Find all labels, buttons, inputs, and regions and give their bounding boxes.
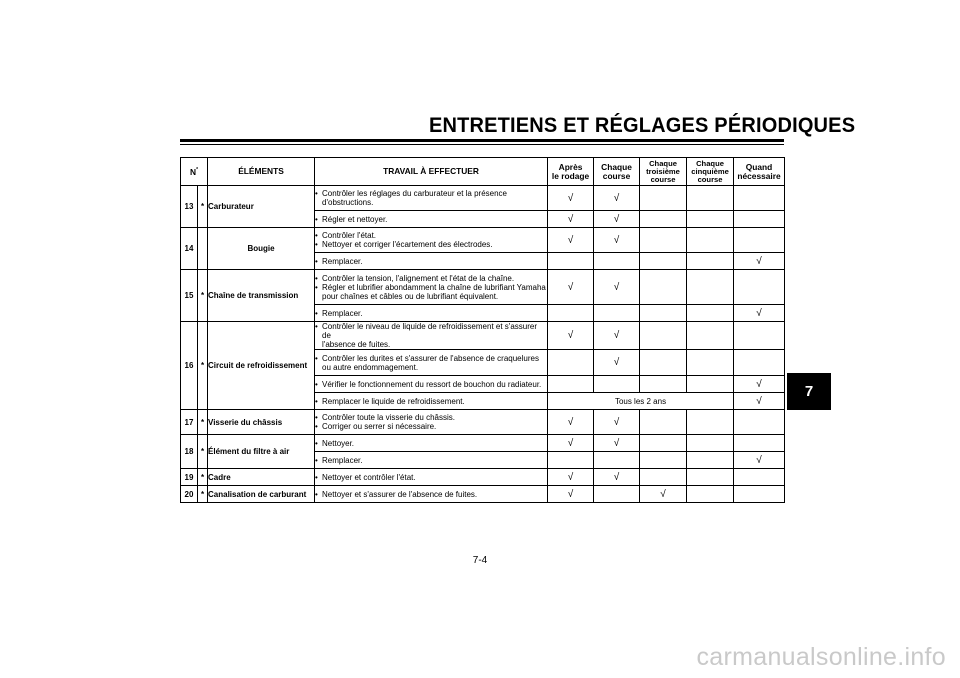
interval-span-cell: Tous les 2 ans xyxy=(548,393,734,410)
task-cell: • Remplacer le liquide de refroidissement. xyxy=(315,393,548,410)
row-item: Visserie du châssis xyxy=(208,410,315,435)
row-number: 15 xyxy=(181,270,198,322)
row-star: * xyxy=(198,486,208,503)
row-star: * xyxy=(198,186,208,228)
maintenance-table xyxy=(180,157,785,503)
page-number: 7-4 xyxy=(472,555,488,566)
task-cell: • Contrôler les réglages du carburateur et la présence d'obstructions. xyxy=(315,186,548,211)
empty-cell xyxy=(687,410,734,435)
task-cell: • Régler et nettoyer. xyxy=(315,211,548,228)
empty-cell xyxy=(687,228,734,253)
empty-cell xyxy=(594,305,640,322)
empty-cell xyxy=(734,435,785,452)
empty-cell xyxy=(594,253,640,270)
row-star: * xyxy=(198,270,208,322)
empty-cell xyxy=(687,322,734,350)
empty-cell xyxy=(687,305,734,322)
check-cell: √ xyxy=(594,322,640,350)
row-item: Canalisation de carburant xyxy=(208,486,315,503)
empty-cell xyxy=(548,376,594,393)
empty-cell xyxy=(687,469,734,486)
empty-cell xyxy=(687,376,734,393)
empty-cell xyxy=(734,322,785,350)
empty-cell xyxy=(734,186,785,211)
page-title: ENTRETIENS ET RÉGLAGES PÉRIODIQUES xyxy=(428,113,856,137)
title-rule xyxy=(180,139,784,142)
header-num: N* xyxy=(181,158,208,186)
check-cell: √ xyxy=(548,270,594,305)
empty-cell xyxy=(594,452,640,469)
empty-cell xyxy=(640,469,687,486)
empty-cell xyxy=(548,452,594,469)
empty-cell xyxy=(548,253,594,270)
table-row xyxy=(181,322,785,350)
task-cell: • Contrôler le niveau de liquide de refroidissement et s'assurer de l'absence de fuites. xyxy=(315,322,548,350)
empty-cell xyxy=(687,186,734,211)
empty-cell xyxy=(687,435,734,452)
row-number: 17 xyxy=(181,410,198,435)
task-cell: • Remplacer. xyxy=(315,305,548,322)
header-row xyxy=(181,158,785,186)
task-cell: • Remplacer. xyxy=(315,452,548,469)
watermark: carmanualsonline.info xyxy=(696,643,946,671)
empty-cell xyxy=(640,322,687,350)
row-number: 13 xyxy=(181,186,198,228)
empty-cell xyxy=(687,253,734,270)
row-star: * xyxy=(198,469,208,486)
check-cell: √ xyxy=(594,469,640,486)
empty-cell xyxy=(687,350,734,376)
task-cell: • Contrôler toute la visserie du châssis. • Corriger ou serrer si nécessaire. xyxy=(315,410,548,435)
row-star: * xyxy=(198,322,208,410)
row-item: Chaîne de transmission xyxy=(208,270,315,322)
header-as-required: Quand nécessaire xyxy=(734,158,785,186)
row-number: 18 xyxy=(181,435,198,469)
empty-cell xyxy=(734,228,785,253)
row-item: Cadre xyxy=(208,469,315,486)
empty-cell xyxy=(687,270,734,305)
header-every-fifth-race: Chaque cinquième course xyxy=(687,158,734,186)
empty-cell xyxy=(640,410,687,435)
header-after-break-in: Après le rodage xyxy=(548,158,594,186)
empty-cell xyxy=(548,350,594,376)
title-rule-thin xyxy=(180,144,784,145)
empty-cell xyxy=(687,486,734,503)
check-cell: √ xyxy=(548,486,594,503)
empty-cell xyxy=(594,486,640,503)
check-cell: √ xyxy=(640,486,687,503)
empty-cell xyxy=(640,270,687,305)
empty-cell xyxy=(640,435,687,452)
check-cell: √ xyxy=(548,211,594,228)
header-work: TRAVAIL À EFFECTUER xyxy=(315,158,548,186)
check-cell: √ xyxy=(734,452,785,469)
task-cell: • Contrôler l'état. • Nettoyer et corriger l'écartement des électrodes. xyxy=(315,228,548,253)
check-cell: √ xyxy=(734,393,785,410)
empty-cell xyxy=(687,211,734,228)
check-cell: √ xyxy=(594,270,640,305)
empty-cell xyxy=(640,305,687,322)
table-row xyxy=(181,270,785,305)
task-cell: • Nettoyer et s'assurer de l'absence de fuites. xyxy=(315,486,548,503)
task-cell: • Nettoyer et contrôler l'état. xyxy=(315,469,548,486)
check-cell: √ xyxy=(734,305,785,322)
header-items: ÉLÉMENTS xyxy=(208,158,315,186)
empty-cell xyxy=(734,270,785,305)
task-cell: • Contrôler les durites et s'assurer de l'absence de craquelures ou autre endommagement. xyxy=(315,350,548,376)
table-row xyxy=(181,410,785,435)
task-cell: • Vérifier le fonctionnement du ressort de bouchon du radiateur. xyxy=(315,376,548,393)
check-cell: √ xyxy=(548,410,594,435)
empty-cell xyxy=(640,452,687,469)
empty-cell xyxy=(640,228,687,253)
row-item: Carburateur xyxy=(208,186,315,228)
empty-cell xyxy=(548,305,594,322)
row-star: * xyxy=(198,410,208,435)
row-number: 19 xyxy=(181,469,198,486)
check-cell: √ xyxy=(734,376,785,393)
header-every-third-race: Chaque troisième course xyxy=(640,158,687,186)
empty-cell xyxy=(734,211,785,228)
row-item: Élément du filtre à air xyxy=(208,435,315,469)
empty-cell xyxy=(640,186,687,211)
empty-cell xyxy=(734,469,785,486)
check-cell: √ xyxy=(548,322,594,350)
row-number: 20 xyxy=(181,486,198,503)
row-item: Circuit de refroidissement xyxy=(208,322,315,410)
empty-cell xyxy=(640,350,687,376)
table-row xyxy=(181,469,785,486)
check-cell: √ xyxy=(548,186,594,211)
empty-cell xyxy=(640,253,687,270)
row-star xyxy=(198,228,208,270)
check-cell: √ xyxy=(594,211,640,228)
row-item: Bougie xyxy=(208,228,315,270)
check-cell: √ xyxy=(594,350,640,376)
empty-cell xyxy=(734,350,785,376)
empty-cell xyxy=(640,211,687,228)
check-cell: √ xyxy=(594,186,640,211)
task-cell: • Contrôler la tension, l'alignement et l'état de la chaîne. • Régler et lubrifier abondamment la chaîne de lubrifiant Yamaha pour chaînes et câbles ou de lubrifiant équivalent. xyxy=(315,270,548,305)
check-cell: √ xyxy=(734,253,785,270)
check-cell: √ xyxy=(548,435,594,452)
table-row xyxy=(181,486,785,503)
row-number: 14 xyxy=(181,228,198,270)
task-cell: • Nettoyer. xyxy=(315,435,548,452)
header-every-race: Chaque course xyxy=(594,158,640,186)
check-cell: √ xyxy=(594,410,640,435)
row-number: 16 xyxy=(181,322,198,410)
table-row xyxy=(181,435,785,452)
task-cell: • Remplacer. xyxy=(315,253,548,270)
chapter-tab: 7 xyxy=(787,373,831,410)
check-cell: √ xyxy=(548,469,594,486)
empty-cell xyxy=(640,376,687,393)
empty-cell xyxy=(734,486,785,503)
check-cell: √ xyxy=(548,228,594,253)
check-cell: √ xyxy=(594,228,640,253)
empty-cell xyxy=(734,410,785,435)
empty-cell xyxy=(687,452,734,469)
table-row xyxy=(181,228,785,253)
row-star: * xyxy=(198,435,208,469)
table-row xyxy=(181,186,785,211)
check-cell: √ xyxy=(594,435,640,452)
empty-cell xyxy=(594,376,640,393)
